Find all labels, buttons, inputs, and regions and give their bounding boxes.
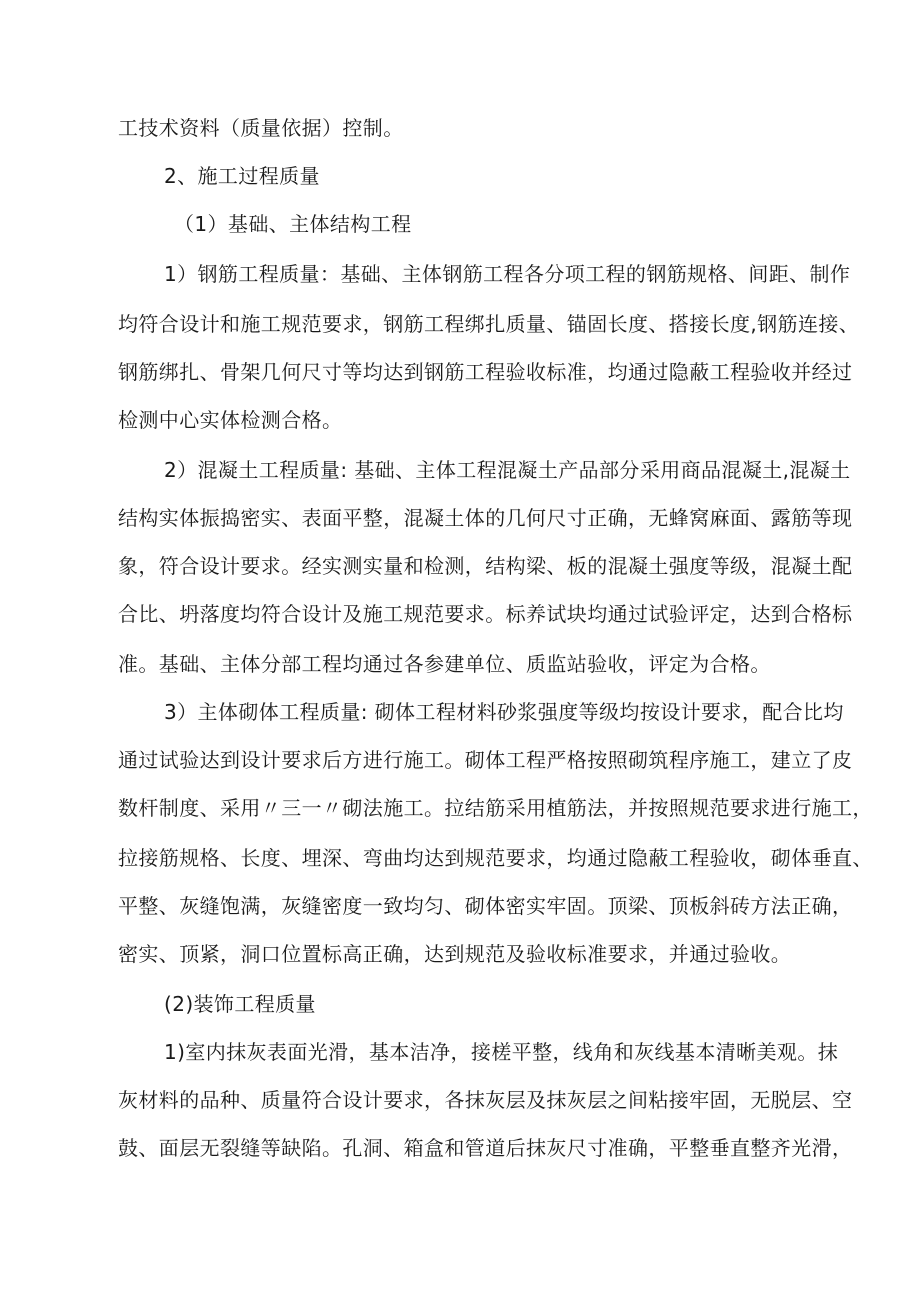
paragraph-line: 均符合设计和施工规范要求，钢筋工程绑扎质量、锚固长度、搭接长度,钢筋连接、 xyxy=(118,312,860,336)
paragraph-line: 检测中心实体检测合格。 xyxy=(118,408,343,432)
paragraph-line: 拉接筋规格、长度、埋深、弯曲均达到规范要求，均通过隐蔽工程验收，砌体垂直、 xyxy=(118,846,873,870)
paragraph-line: 平整、灰缝饱满，灰缝密度一致均匀、砌体密实牢固。顶梁、顶板斜砖方法正确， xyxy=(118,894,853,918)
paragraph-line: 合比、坍落度均符合设计及施工规范要求。标养试块均通过试验评定，达到合格标 xyxy=(118,602,853,626)
subsection-heading: （1）基础、主体结构工程 xyxy=(174,212,412,236)
paragraph-line: 灰材料的品种、质量符合设计要求，各抹灰层及抹灰层之间粘接牢固，无脱层、空 xyxy=(118,1088,853,1112)
subsection-heading: (2)装饰工程质量 xyxy=(164,992,316,1016)
paragraph-line: 准。基础、主体分部工程均通过各参建单位、质监站验收，评定为合格。 xyxy=(118,652,771,676)
paragraph-line: 密实、顶紧，洞口位置标高正确，达到规范及验收标准要求，并通过验收。 xyxy=(118,942,792,966)
paragraph-line: 1)室内抹灰表面光滑，基本洁净，接槎平整，线角和灰线基本清晰美观。抹 xyxy=(164,1040,839,1064)
paragraph-line: 钢筋绑扎、骨架几何尺寸等均达到钢筋工程验收标准，均通过隐蔽工程验收并经过 xyxy=(118,360,853,384)
paragraph-line: 1）钢筋工程质量：基础、主体钢筋工程各分项工程的钢筋规格、间距、制作 xyxy=(164,262,851,286)
paragraph-line: 数杆制度、采用〃三一〃砌法施工。拉结筋采用植筋法，并按照规范要求进行施工， xyxy=(118,796,873,820)
section-heading: 2、施工过程质量 xyxy=(164,164,320,188)
paragraph-line: 结构实体振捣密实、表面平整，混凝土体的几何尺寸正确，无蜂窝麻面、露筋等现 xyxy=(118,506,853,530)
text-line: 工技术资料（质量依据）控制。 xyxy=(118,116,404,140)
paragraph-line: 象，符合设计要求。经实测实量和检测，结构梁、板的混凝土强度等级，混凝土配 xyxy=(118,554,853,578)
paragraph-line: 鼓、面层无裂缝等缺陷。孔洞、箱盒和管道后抹灰尺寸准确，平整垂直整齐光滑， xyxy=(118,1136,853,1160)
paragraph-line: 通过试验达到设计要求后方进行施工。砌体工程严格按照砌筑程序施工，建立了皮 xyxy=(118,748,853,772)
paragraph-line: 3）主体砌体工程质量: 砌体工程材料砂浆强度等级均按设计要求，配合比均 xyxy=(164,700,844,724)
paragraph-line: 2）混凝土工程质量: 基础、主体工程混凝土产品部分采用商品混凝土,混凝土 xyxy=(164,458,851,482)
